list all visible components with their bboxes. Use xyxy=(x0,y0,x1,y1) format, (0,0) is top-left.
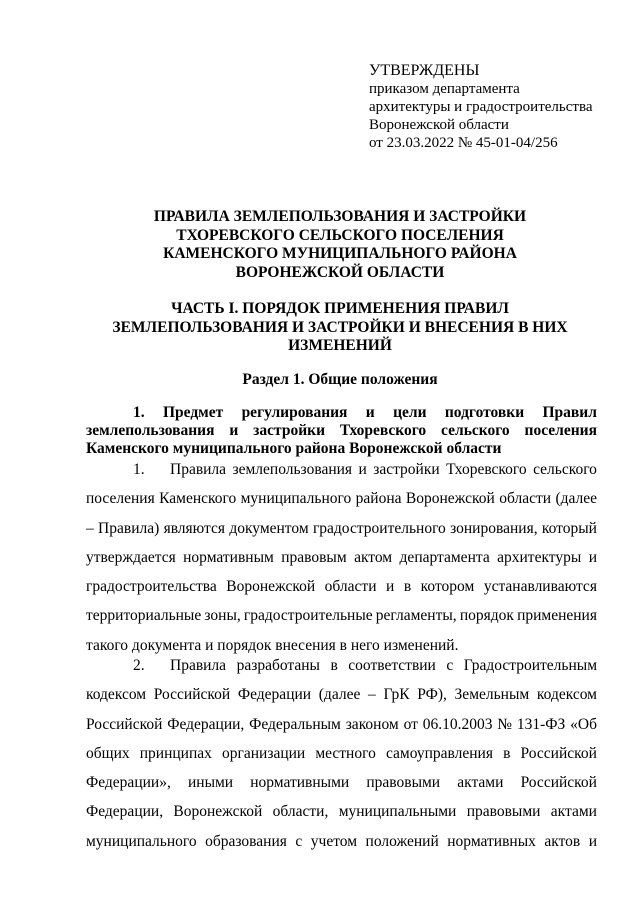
word: являются xyxy=(163,519,226,537)
word: и xyxy=(229,422,239,439)
title-line: КАМЕНСКОГО МУНИЦИПАЛЬНОГО РАЙОНА xyxy=(163,245,517,262)
word: поселения xyxy=(524,422,597,439)
word: Правила xyxy=(170,461,227,478)
word: принципах xyxy=(139,744,212,762)
justified-line xyxy=(86,680,597,709)
word: Федерации, xyxy=(86,803,164,821)
word: зоны, xyxy=(204,607,241,625)
word: Российской xyxy=(86,715,163,733)
word: землепользования xyxy=(86,422,215,439)
paragraph-number: 1. xyxy=(133,461,145,478)
word: нормативными xyxy=(250,774,350,792)
article-heading xyxy=(86,404,597,458)
word: регулирования xyxy=(241,404,348,421)
justified-line: Каменского муниципального района Воронежской области xyxy=(86,440,502,457)
word: в xyxy=(330,657,338,674)
word: законом xyxy=(345,715,399,733)
justified-line xyxy=(86,739,597,768)
word: устанавливаются xyxy=(483,578,597,596)
justified-line xyxy=(86,422,597,440)
word: муниципального xyxy=(86,832,197,850)
word: Федеральным xyxy=(249,715,341,733)
justified-line xyxy=(86,404,597,422)
justified-line xyxy=(86,484,597,513)
word: правовыми xyxy=(466,803,541,821)
word: – xyxy=(368,686,376,704)
word: застройки xyxy=(253,422,325,439)
word: ГрК xyxy=(383,686,410,704)
approval-heading: УТВЕРЖДЕНЫ xyxy=(369,62,480,79)
part-title-line: ЗЕМЛЕПОЛЬЗОВАНИЯ И ЗАСТРОЙКИ И ВНЕСЕНИЯ В НИХ xyxy=(112,318,568,336)
word: № xyxy=(497,715,513,733)
word: Правила) xyxy=(98,519,160,537)
word: Правил xyxy=(542,404,597,421)
word: района xyxy=(355,490,402,508)
word: департамента xyxy=(399,548,490,566)
word: муниципальными xyxy=(338,803,457,821)
word: 1. xyxy=(133,404,145,421)
word: от xyxy=(403,715,418,733)
word: градостроительства xyxy=(86,578,217,596)
word: нормативных xyxy=(447,832,536,850)
word: учетом xyxy=(310,832,358,850)
title-line: ВОРОНЕЖСКОЙ ОБЛАСТИ xyxy=(235,263,445,281)
approval-line: Воронежской области xyxy=(369,117,509,133)
word: Градостроительным xyxy=(463,657,597,674)
word: актами xyxy=(457,774,504,792)
approval-line: от 23.03.2022 № 45-01-04/256 xyxy=(369,135,558,151)
section-title xyxy=(80,371,600,390)
title-line: ТХОРЕВСКОГО СЕЛЬСКОГО ПОСЕЛЕНИЯ xyxy=(176,226,504,244)
word: регламенты, xyxy=(375,607,457,625)
word: и xyxy=(588,548,597,566)
word: архитектуры xyxy=(497,548,582,566)
word: Воронежской xyxy=(405,490,495,508)
word: 131-ФЗ xyxy=(516,715,566,733)
justified-text xyxy=(170,651,597,680)
word: области, xyxy=(272,803,329,821)
title-line: ПРАВИЛА ЗЕМЛЕПОЛЬЗОВАНИЯ И ЗАСТРОЙКИ xyxy=(153,208,527,225)
word: подготовки xyxy=(444,404,525,421)
paragraph-1 xyxy=(86,455,597,660)
approval-line: приказом департамента xyxy=(369,81,520,97)
part-title xyxy=(80,300,600,356)
word: местного xyxy=(315,744,376,762)
word: землепользования xyxy=(232,461,353,478)
word: сельского xyxy=(533,461,597,478)
word: актом xyxy=(354,548,393,566)
word: самоуправления xyxy=(385,744,493,762)
word: порядок xyxy=(459,607,514,625)
section-title-text: Раздел 1. Общие положения xyxy=(242,371,438,388)
paragraph-number: 2. xyxy=(133,657,145,674)
word: (далее xyxy=(555,490,597,508)
word: утверждается xyxy=(86,548,176,566)
word: Федерации xyxy=(237,686,312,704)
paragraph-line-first xyxy=(86,651,597,680)
word: и xyxy=(588,832,597,850)
word: Российской xyxy=(153,686,231,704)
justified-line xyxy=(86,601,597,630)
justified-line xyxy=(86,543,597,572)
justified-text xyxy=(170,455,597,484)
word: в xyxy=(403,578,412,596)
word: 06.10.2003 xyxy=(422,715,493,733)
word: области xyxy=(499,490,552,508)
approval-line: архитектуры и градостроительства xyxy=(369,99,593,115)
word: Российской xyxy=(520,774,597,792)
word: разработаны xyxy=(236,657,320,674)
justified-line xyxy=(86,710,597,739)
word: Российской xyxy=(520,744,597,762)
word: иными xyxy=(187,774,234,792)
word: кодексом xyxy=(536,686,597,704)
justified-line xyxy=(86,768,597,797)
word: территориальные xyxy=(86,607,202,625)
word: Каменского xyxy=(159,490,237,508)
word: котором xyxy=(420,578,475,596)
word: РФ), xyxy=(417,686,447,704)
paragraph-line-first xyxy=(86,455,597,484)
word: в xyxy=(503,744,511,762)
word: правовым xyxy=(281,548,347,566)
word: организации xyxy=(222,744,306,762)
justified-line xyxy=(86,827,597,856)
word: соответствии xyxy=(348,657,436,674)
word: Федерации, xyxy=(167,715,245,733)
paragraph-2 xyxy=(86,651,597,856)
justified-line xyxy=(86,514,597,543)
word: градостроительного xyxy=(312,519,446,537)
word: Предмет xyxy=(162,404,224,421)
word: применения xyxy=(517,607,597,625)
word: цели xyxy=(393,404,427,421)
word: застройки xyxy=(373,461,440,478)
word: общих xyxy=(86,744,130,762)
word: который xyxy=(541,519,597,537)
word: документом xyxy=(229,519,309,537)
word: и xyxy=(386,578,395,596)
part-title-line: ИЗМЕНЕНИЙ xyxy=(288,337,392,354)
word: актами xyxy=(550,803,597,821)
word: с xyxy=(295,832,303,850)
word: зонирования, xyxy=(450,519,538,537)
word: актов xyxy=(544,832,581,850)
word: сельского xyxy=(441,422,510,439)
approval-block xyxy=(369,62,592,152)
word: и xyxy=(358,461,367,478)
word: муниципального xyxy=(240,490,352,508)
word: и xyxy=(365,404,375,421)
part-title-line: ЧАСТЬ I. ПОРЯДОК ПРИМЕНЕНИЯ ПРАВИЛ xyxy=(171,300,509,317)
word: Тхоревского xyxy=(339,422,427,439)
justified-line xyxy=(86,572,597,601)
word: области xyxy=(324,578,377,596)
word: с xyxy=(446,657,454,674)
word: Тхоревского xyxy=(446,461,527,478)
word: (далее xyxy=(318,686,361,704)
word: Воронежской xyxy=(173,803,263,821)
word: – xyxy=(86,519,94,537)
word: образования xyxy=(205,832,287,850)
word: положений xyxy=(365,832,439,850)
document-title xyxy=(80,208,600,282)
word: Земельным xyxy=(454,686,530,704)
word: правовыми xyxy=(366,774,441,792)
word: нормативным xyxy=(183,548,274,566)
justified-line xyxy=(86,797,597,826)
word: Воронежской xyxy=(226,578,316,596)
justified-line: такого документа и порядок внесения в него изменений. xyxy=(86,636,459,654)
word: поселения xyxy=(86,490,155,508)
word: градостроительные xyxy=(243,607,373,625)
word: Федерации», xyxy=(86,774,171,792)
word: Правила xyxy=(170,657,227,674)
word: «Об xyxy=(570,715,597,733)
word: кодексом xyxy=(86,686,147,704)
